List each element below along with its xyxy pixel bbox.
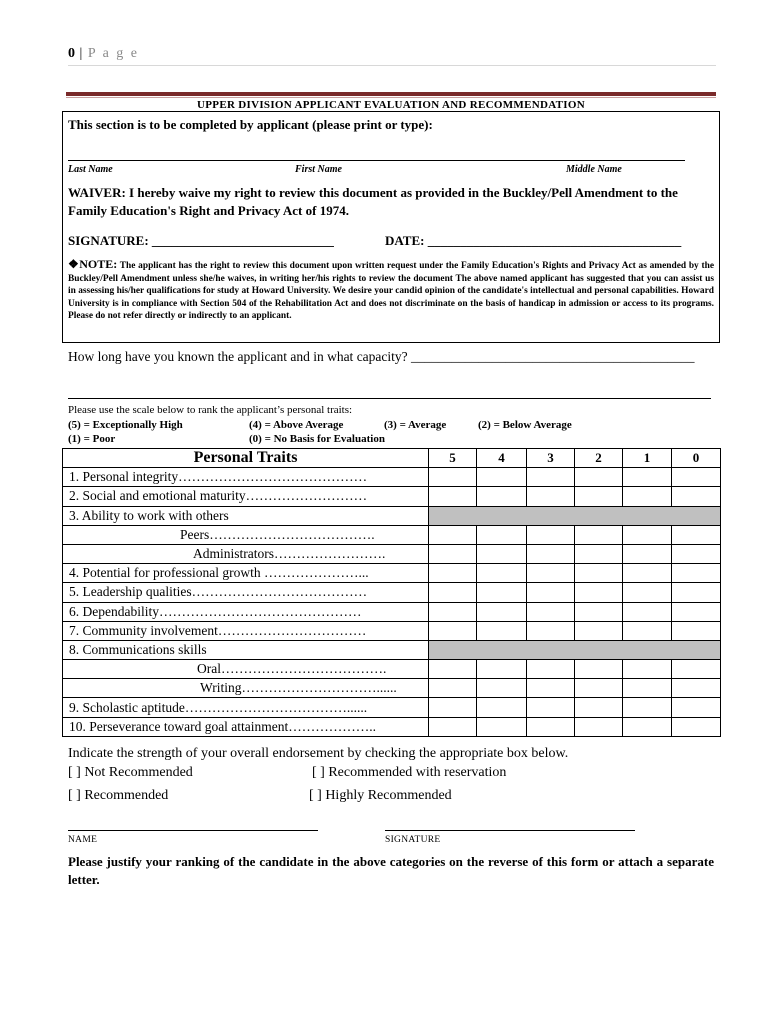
page-word: P a g e — [87, 46, 140, 61]
column-header-2: 2 — [575, 449, 623, 468]
header-maroon-rule — [66, 92, 716, 96]
table-row-community — [63, 621, 721, 640]
column-header-5: 5 — [429, 449, 477, 468]
rating-cell[interactable] — [477, 717, 527, 736]
table-row-writing — [63, 679, 721, 698]
recommender-name-label: NAME — [68, 835, 98, 845]
rating-cell[interactable] — [477, 544, 527, 563]
rating-cell[interactable] — [623, 602, 672, 621]
known-applicant-question[interactable]: How long have you known the applicant and in what capacity? __________________________________________ — [68, 349, 695, 364]
recommender-signature-line[interactable] — [385, 830, 635, 831]
rating-cell[interactable] — [623, 583, 672, 602]
rating-cell[interactable] — [429, 660, 477, 679]
rating-cell[interactable] — [672, 544, 721, 563]
rating-cell[interactable] — [429, 525, 477, 544]
rating-cell[interactable] — [527, 525, 575, 544]
trait-label: Administrators……………………. — [63, 544, 429, 563]
header-maroon-rule-shadow — [66, 97, 716, 98]
first-name-label: First Name — [295, 164, 342, 175]
personal-traits-header: Personal Traits — [63, 449, 429, 468]
trait-label: Oral………………………………. — [63, 660, 429, 679]
table-row-perseverance — [63, 717, 721, 736]
shaded-section-cell — [429, 640, 721, 659]
rating-cell[interactable] — [527, 698, 575, 717]
scale-item-4: (4) = Above Average — [249, 419, 344, 431]
scale-item-5: (5) = Exceptionally High — [68, 419, 183, 431]
scale-item-0: (0) = No Basis for Evaluation — [249, 433, 385, 445]
table-row-oral — [63, 660, 721, 679]
rating-cell[interactable] — [672, 487, 721, 506]
rating-cell[interactable] — [429, 583, 477, 602]
name-entry-line[interactable] — [68, 160, 685, 161]
column-header-3: 3 — [527, 449, 575, 468]
trait-label: 7. Community involvement…………………………… — [63, 621, 429, 640]
rating-cell[interactable] — [623, 698, 672, 717]
rating-cell[interactable] — [527, 564, 575, 583]
middle-name-label: Middle Name — [566, 164, 622, 175]
rating-cell[interactable] — [672, 583, 721, 602]
rating-cell[interactable] — [575, 544, 623, 563]
rating-cell[interactable] — [623, 468, 672, 487]
rating-cell[interactable] — [672, 468, 721, 487]
column-header-0: 0 — [672, 449, 721, 468]
rating-cell[interactable] — [429, 602, 477, 621]
applicant-date-field[interactable]: DATE: _______________________________________ — [385, 233, 682, 248]
rating-cell[interactable] — [672, 621, 721, 640]
rating-cell[interactable] — [575, 468, 623, 487]
table-row-communications — [63, 640, 721, 659]
trait-label: 1. Personal integrity…………………………………… — [63, 468, 429, 487]
trait-label: 3. Ability to work with others — [63, 506, 429, 525]
option-not-recommended[interactable]: [ ] Not Recommended — [68, 765, 193, 780]
note-symbol: ❖ — [68, 257, 80, 271]
rating-cell[interactable] — [575, 717, 623, 736]
table-row-scholastic — [63, 698, 721, 717]
scale-intro: Please use the scale below to rank the applicant’s personal traits: — [68, 404, 353, 416]
trait-label: 8. Communications skills — [63, 640, 429, 659]
rating-cell[interactable] — [623, 679, 672, 698]
rating-cell[interactable] — [527, 583, 575, 602]
rating-cell[interactable] — [527, 602, 575, 621]
rating-cell[interactable] — [429, 468, 477, 487]
recommender-name-line[interactable] — [68, 830, 318, 831]
table-row-social-maturity — [63, 487, 721, 506]
scale-item-1: (1) = Poor — [68, 433, 116, 445]
table-row-dependability — [63, 602, 721, 621]
rating-cell[interactable] — [527, 544, 575, 563]
rating-cell[interactable] — [672, 698, 721, 717]
rating-cell[interactable] — [477, 583, 527, 602]
rating-cell[interactable] — [429, 717, 477, 736]
rating-cell[interactable] — [672, 602, 721, 621]
rating-cell[interactable] — [527, 487, 575, 506]
rating-cell[interactable] — [575, 679, 623, 698]
trait-label: Writing…………………………...... — [63, 679, 429, 698]
table-row-work-with-others — [63, 506, 721, 525]
page-number: 0 — [68, 46, 75, 61]
rating-cell[interactable] — [477, 602, 527, 621]
column-header-1: 1 — [623, 449, 672, 468]
rating-cell[interactable] — [429, 621, 477, 640]
form-title: UPPER DIVISION APPLICANT EVALUATION AND RECOMMENDATION — [197, 99, 585, 111]
personal-traits-table — [62, 448, 721, 737]
rating-cell[interactable] — [672, 660, 721, 679]
privacy-note — [68, 258, 714, 323]
header-thin-rule — [68, 65, 716, 66]
rating-cell[interactable] — [672, 525, 721, 544]
rating-cell[interactable] — [575, 660, 623, 679]
rating-cell[interactable] — [575, 564, 623, 583]
rating-cell[interactable] — [527, 468, 575, 487]
rating-cell[interactable] — [527, 717, 575, 736]
table-row-peers — [63, 525, 721, 544]
rating-cell[interactable] — [477, 679, 527, 698]
last-name-label: Last Name — [68, 164, 113, 175]
trait-label: 2. Social and emotional maturity……………………… — [63, 487, 429, 506]
recommender-signature-label: SIGNATURE — [385, 835, 441, 845]
rating-cell[interactable] — [477, 525, 527, 544]
rating-cell[interactable] — [623, 525, 672, 544]
rating-cell[interactable] — [575, 525, 623, 544]
rating-cell[interactable] — [672, 717, 721, 736]
waiver-statement: WAIVER: I hereby waive my right to review this document as provided in the Buckley/Pell Amendment to the Family Education's Right and Privacy Act of 1974. — [68, 185, 678, 218]
justify-instruction: Please justify your ranking of the candidate in the above categories on the reverse of this form or attach a separate letter. — [68, 854, 714, 887]
option-highly-recommended[interactable]: [ ] Highly Recommended — [309, 788, 452, 803]
rating-cell[interactable] — [623, 717, 672, 736]
scale-item-2: (2) = Below Average — [478, 419, 572, 431]
endorsement-prompt: Indicate the strength of your overall endorsement by checking the appropriate box below. — [68, 746, 569, 761]
rating-cell[interactable] — [477, 621, 527, 640]
rating-cell[interactable] — [477, 698, 527, 717]
rating-cell[interactable] — [527, 621, 575, 640]
rating-cell[interactable] — [527, 660, 575, 679]
rating-cell[interactable] — [623, 564, 672, 583]
trait-label: 9. Scholastic aptitude………………………………...... — [63, 698, 429, 717]
known-applicant-answer-line[interactable] — [68, 398, 711, 399]
rating-cell[interactable] — [623, 487, 672, 506]
page-separator: | — [79, 46, 84, 61]
trait-label: 10. Perseverance toward goal attainment……………….. — [63, 717, 429, 736]
rating-cell[interactable] — [477, 564, 527, 583]
note-lead: NOTE: — [79, 257, 118, 271]
rating-cell[interactable] — [429, 698, 477, 717]
rating-cell[interactable] — [429, 679, 477, 698]
rating-cell[interactable] — [575, 621, 623, 640]
applicant-instruction: This section is to be completed by applicant (please print or type): — [68, 117, 433, 132]
rating-cell[interactable] — [575, 698, 623, 717]
rating-cell[interactable] — [477, 660, 527, 679]
trait-label: Peers………………………………. — [63, 525, 429, 544]
rating-cell[interactable] — [623, 621, 672, 640]
table-header-row — [63, 449, 721, 468]
table-row-professional-growth — [63, 564, 721, 583]
rating-cell[interactable] — [429, 544, 477, 563]
page-number-header — [68, 46, 139, 62]
trait-label: 4. Potential for professional growth …………………... — [63, 564, 429, 583]
scale-item-3: (3) = Average — [384, 419, 447, 431]
trait-label: 6. Dependability……………………………………… — [63, 602, 429, 621]
shaded-section-cell — [429, 506, 721, 525]
applicant-signature-field[interactable]: SIGNATURE: ____________________________ — [68, 233, 334, 248]
table-row-administrators — [63, 544, 721, 563]
rating-cell[interactable] — [575, 602, 623, 621]
rating-cell[interactable] — [527, 679, 575, 698]
rating-cell[interactable] — [477, 487, 527, 506]
rating-cell[interactable] — [575, 487, 623, 506]
rating-cell[interactable] — [623, 660, 672, 679]
trait-label: 5. Leadership qualities………………………………… — [63, 583, 429, 602]
note-text: The applicant has the right to review this document upon written request under the Family Education's Rights and Privacy Act as amended by the Buckley/Pell Amendment unless she/he waives, in writing her/his rights to review the document The above named applicant has suggested that you can assist us in assessing his/her qualifications for study at Howard University. We desire your candid opinion of the candidate's intellectual and personal capabilities. Howard University is in compliance with Section 504 of the Rehabilitation Act and does not discriminate on the basis of handicap in admission or access to its programs. Please do not refer directly or indirectly to an applicant. — [68, 261, 715, 321]
rating-cell[interactable] — [672, 564, 721, 583]
table-row-personal-integrity — [63, 468, 721, 487]
column-header-4: 4 — [477, 449, 527, 468]
rating-cell[interactable] — [429, 564, 477, 583]
rating-cell[interactable] — [623, 544, 672, 563]
rating-cell[interactable] — [672, 679, 721, 698]
rating-cell[interactable] — [429, 487, 477, 506]
rating-cell[interactable] — [477, 468, 527, 487]
rating-cell[interactable] — [575, 583, 623, 602]
option-recommended[interactable]: [ ] Recommended — [68, 788, 169, 803]
option-recommended-with-reservation[interactable]: [ ] Recommended with reservation — [312, 765, 507, 780]
table-row-leadership — [63, 583, 721, 602]
